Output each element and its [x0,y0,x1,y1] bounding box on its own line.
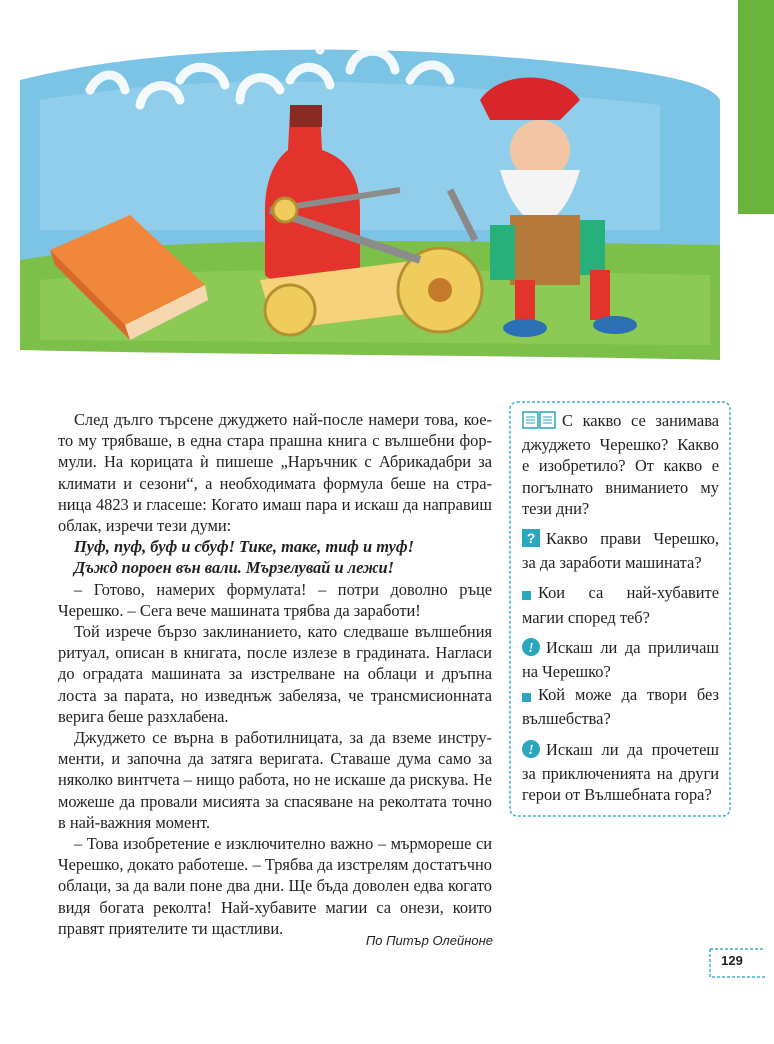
incantation-line-2: Дъжд пороен вън вали. Мързелувай и лежи! [74,558,395,578]
question-mark-icon [522,529,540,552]
questions-box [508,400,732,818]
square-bullet-icon [522,585,532,606]
svg-text:!: ! [528,742,534,758]
story-paragraph-2: – Готово, намерих формулата! – потри доволно ръце Черешко. – Сега вече машината трябва да заработи! [58,579,492,620]
question-5 [522,684,719,729]
question-2-text: Какво прави Черешко, за да заработи машината? [522,529,719,573]
chapter-tab [738,0,774,214]
svg-text:?: ? [526,530,536,547]
attribution: По Питър Олейноне [365,933,493,948]
square-bullet-icon [522,687,532,708]
question-6-text: Искаш ли да прочетеш за приключенията на други герои от Вълшебната гора? [522,739,719,805]
story-paragraph-5: – Това изобретение е изключително важно – мърмореше си Черешко, докато работеше. – Трябва да изстрелям достатъчно облаци, за да вали поне два дни. Ще бъда доволен едва когато видя богата реколта! Най-хубавите магии са онези, които правят приятелите ти щастливи. [58,834,492,938]
story-paragraph-3: Той изрече бързо заклинанието, като следваше вълшебния ритуал, описан в книгата, после излезе в градината. Нагласи до оградата машината за изстрелване на облаци и дръпна лоста за парата, но изведнъж забеляза, че трансмисионната верига беше разхлабена. [58,622,492,726]
question-4 [522,637,719,682]
exclamation-icon [522,740,540,763]
svg-text:!: ! [528,640,534,656]
question-1 [522,410,719,519]
illustration-gnome-cloud-machine [20,10,720,370]
page-number: 129 [721,953,743,968]
page-number-badge [709,948,765,978]
question-4-text: Искаш ли да приличаш на Черешко? [522,637,719,682]
open-book-icon [522,411,556,434]
question-3-text: Кои са най-хубавите магии според теб? [522,583,719,627]
story-text [58,409,492,939]
question-1-text: С какво се занимава джуджето Черешко? Какво е изобретило? От какво е погълнато вниманието му тези дни? [522,411,719,518]
question-3 [522,582,719,627]
story-paragraph-1: След дълго търсене джуджето най-после намери това, което му трябваше, в една стара прашна книга с вълшебни формули. На корицата ѝ пишеше „Наръчник с Абрикадабри за климати и сезони“, а необходимата формула беше на страница 4823 и гласеше: Когато имаш пара и искаш да направиш облак, изречи тези думи: [58,410,492,536]
question-2 [522,528,719,573]
exclamation-icon [522,638,540,661]
question-5-text: Кой може да твори без вълшебства? [522,685,719,729]
story-paragraph-4: Джуджето се върна в работилницата, за да вземе инструменти, и започна да затяга веригата. Ставаше дума само за няколко винтчета – нищо работа, но не искаше да рискува. Не можеше да провали мисията за спасяване на реколтата точно в най-важния момент. [58,728,492,832]
question-6 [522,739,719,806]
incantation-line-1: Пуф, пуф, буф и сбуф! Тике, таке, тиф и туф! [74,537,414,557]
